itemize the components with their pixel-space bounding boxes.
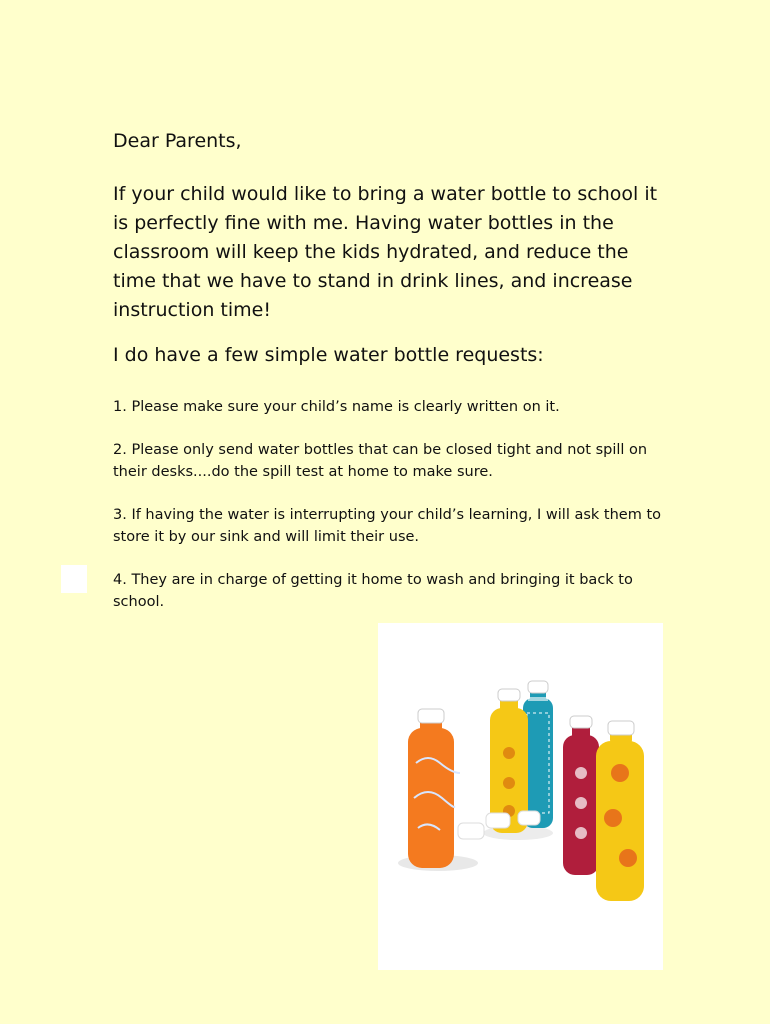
cap-icon	[486, 813, 510, 828]
cap-icon	[458, 823, 484, 839]
bottle-cap-icon	[608, 721, 634, 735]
request-item-2: 2. Please only send water bottles that can be closed tight and not spill on their desks....do the spill test at home to make sure.	[113, 442, 648, 480]
bottle-cap-icon	[498, 689, 520, 701]
greeting: Dear Parents,	[113, 130, 242, 152]
water-bottles-photo	[378, 623, 663, 970]
requests-heading: I do have a few simple water bottle requests:	[113, 344, 544, 366]
yellow-bottle-front	[596, 723, 644, 901]
white-box-artifact	[61, 565, 87, 593]
request-item-4: 4. They are in charge of getting it home to wash and bringing it back to school.	[113, 572, 633, 610]
bottle-cap-icon	[418, 709, 444, 723]
request-item-3: 3. If having the water is interrupting your child’s learning, I will ask them to store it by our sink and will limit their use.	[113, 507, 661, 545]
request-item-1: 1. Please make sure your child’s name is clearly written on it.	[113, 399, 560, 415]
bottle-cap-icon	[528, 681, 548, 693]
red-bottle	[563, 718, 599, 875]
water-bottles-illustration	[378, 623, 663, 970]
cap-icon	[518, 811, 540, 825]
orange-bottle	[408, 711, 460, 868]
bottle-cap-icon	[570, 716, 592, 728]
intro-paragraph: If your child would like to bring a water bottle to school it is perfectly fine with me. Having water bottles in the classroom will keep the kids hydrated, and reduce the time that we have to stand in drink lines, and increase instruction time!	[113, 183, 658, 321]
